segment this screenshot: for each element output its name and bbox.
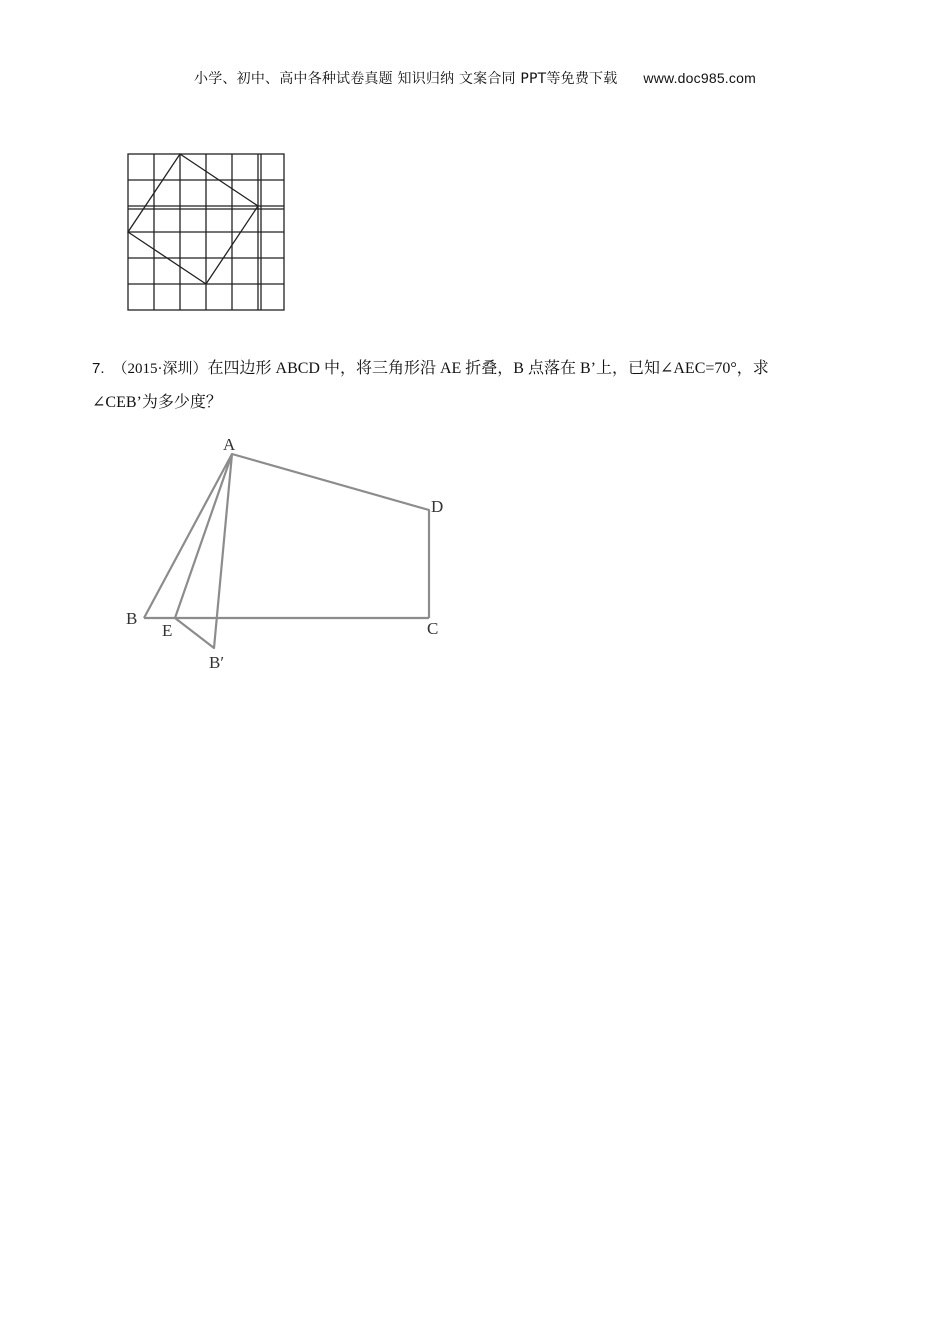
- question-number: 7.: [92, 360, 105, 377]
- label-B-prime: B′: [209, 653, 225, 672]
- fold-figure: [122, 426, 452, 676]
- page-header: [0, 68, 950, 88]
- header-site: www.doc985.com: [643, 70, 756, 86]
- header-text: 小学、初中、高中各种试卷真题 知识归纳 文案合同 PPT等免费下载: [194, 71, 618, 87]
- question-text-1: 在四边形 ABCD 中，将三角形沿 AE 折叠，B 点落在 B’上，已知∠AEC=70°，求: [207, 360, 769, 377]
- question-7: [92, 352, 862, 420]
- grid-lines: [128, 154, 284, 310]
- label-B: B: [126, 609, 138, 628]
- label-C: C: [427, 619, 439, 638]
- question-line-1: [92, 352, 862, 386]
- question-line-2: ∠CEB’为多少度？: [92, 394, 222, 411]
- label-E: E: [162, 621, 173, 640]
- question-source: （2015·深圳）: [112, 361, 208, 377]
- label-A: A: [223, 435, 236, 454]
- label-D: D: [431, 497, 444, 516]
- segment-B-A-D-C: [144, 454, 429, 618]
- grid-figure: [126, 152, 286, 312]
- tilted-square: [128, 154, 258, 284]
